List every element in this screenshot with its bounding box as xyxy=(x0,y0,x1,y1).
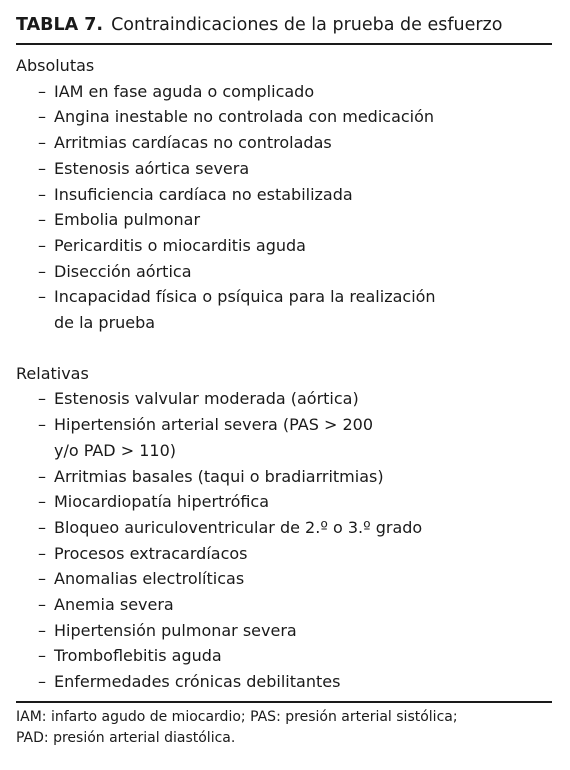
list-item-text: Anemia severa xyxy=(54,595,174,615)
list-item-text: Enfermedades crónicas debilitantes xyxy=(54,672,341,692)
list-item xyxy=(16,130,552,156)
list-item-text: Insuficiencia cardíaca no estabilizada xyxy=(54,184,353,204)
list-item-text: Incapacidad física o psíquica para la realización xyxy=(54,287,436,307)
table-footnote xyxy=(16,703,552,749)
dash-bullet: – xyxy=(38,569,46,589)
list-item xyxy=(16,541,552,567)
dash-bullet: – xyxy=(38,492,46,512)
list-item-text: Embolia pulmonar xyxy=(54,210,201,230)
list-item-text: Bloqueo auriculoventricular de 2.º o 3.º grado xyxy=(54,517,423,537)
list-item xyxy=(16,643,552,669)
list-item-text: Angina inestable no controlada con medicación xyxy=(54,107,435,127)
dash-bullet: – xyxy=(38,389,46,409)
dash-bullet: – xyxy=(38,466,46,486)
list-item xyxy=(16,618,552,644)
dash-bullet: – xyxy=(38,158,46,178)
list-item xyxy=(16,79,552,105)
list-item xyxy=(16,566,552,592)
list-item xyxy=(16,156,552,182)
section-spacer xyxy=(16,336,552,361)
list-item-text: Procesos extracardíacos xyxy=(54,543,248,563)
dash-bullet: – xyxy=(38,672,46,692)
dash-bullet: – xyxy=(38,543,46,563)
list-item-text: Hipertensión pulmonar severa xyxy=(54,620,297,640)
list-item xyxy=(16,233,552,259)
list-item xyxy=(16,259,552,285)
table-title xyxy=(16,10,552,40)
list-item xyxy=(16,489,552,515)
list-item xyxy=(16,386,552,412)
dash-bullet: – xyxy=(38,415,46,435)
list-item xyxy=(16,182,552,208)
list-item-text: Estenosis valvular moderada (aórtica) xyxy=(54,389,359,409)
contraindications-table xyxy=(16,10,552,749)
list-item-text: IAM en fase aguda o complicado xyxy=(54,81,315,101)
dash-bullet: – xyxy=(38,107,46,127)
dash-bullet: – xyxy=(38,81,46,101)
table-caption: Contraindicaciones de la prueba de esfuerzo xyxy=(111,15,503,35)
list-item-text: y/o PAD > 110) xyxy=(54,440,176,460)
section-heading: Relativas xyxy=(16,363,89,383)
dash-bullet: – xyxy=(38,620,46,640)
list-item-text: Tromboflebitis aguda xyxy=(54,646,222,666)
list-item-text: de la prueba xyxy=(54,313,156,333)
dash-bullet: – xyxy=(38,517,46,537)
list-item xyxy=(16,515,552,541)
list-item xyxy=(16,284,552,335)
dash-bullet: – xyxy=(38,133,46,153)
dash-bullet: – xyxy=(38,646,46,666)
list-item-text: Miocardiopatía hipertrófica xyxy=(54,492,270,512)
list-item xyxy=(16,207,552,233)
list-item-text: Pericarditis o miocarditis aguda xyxy=(54,235,306,255)
section-heading: Absolutas xyxy=(16,56,95,75)
list-item-text: Disección aórtica xyxy=(54,261,192,281)
dash-bullet: – xyxy=(38,261,46,281)
list-item-text: Anomalias electrolíticas xyxy=(54,569,245,589)
dash-bullet: – xyxy=(38,287,46,307)
list-item xyxy=(16,104,552,130)
dash-bullet: – xyxy=(38,184,46,204)
footnote-line: PAD: presión arterial diastólica. xyxy=(16,729,236,746)
list-item-text: Arritmias basales (taqui o bradiarritmias) xyxy=(54,466,384,486)
dash-bullet: – xyxy=(38,210,46,230)
list-item xyxy=(16,669,552,695)
list-item xyxy=(16,464,552,490)
list-item-text: Estenosis aórtica severa xyxy=(54,158,250,178)
table-body xyxy=(16,45,552,695)
dash-bullet: – xyxy=(38,235,46,255)
dash-bullet: – xyxy=(38,595,46,615)
table-number: TABLA 7. xyxy=(16,15,104,35)
list-item-text: Arritmias cardíacas no controladas xyxy=(54,133,332,153)
footnote-line: IAM: infarto agudo de miocardio; PAS: presión arterial sistólica; xyxy=(16,708,458,725)
list-item xyxy=(16,592,552,618)
list-item-text: Hipertensión arterial severa (PAS > 200 xyxy=(54,415,374,435)
list-item xyxy=(16,412,552,463)
